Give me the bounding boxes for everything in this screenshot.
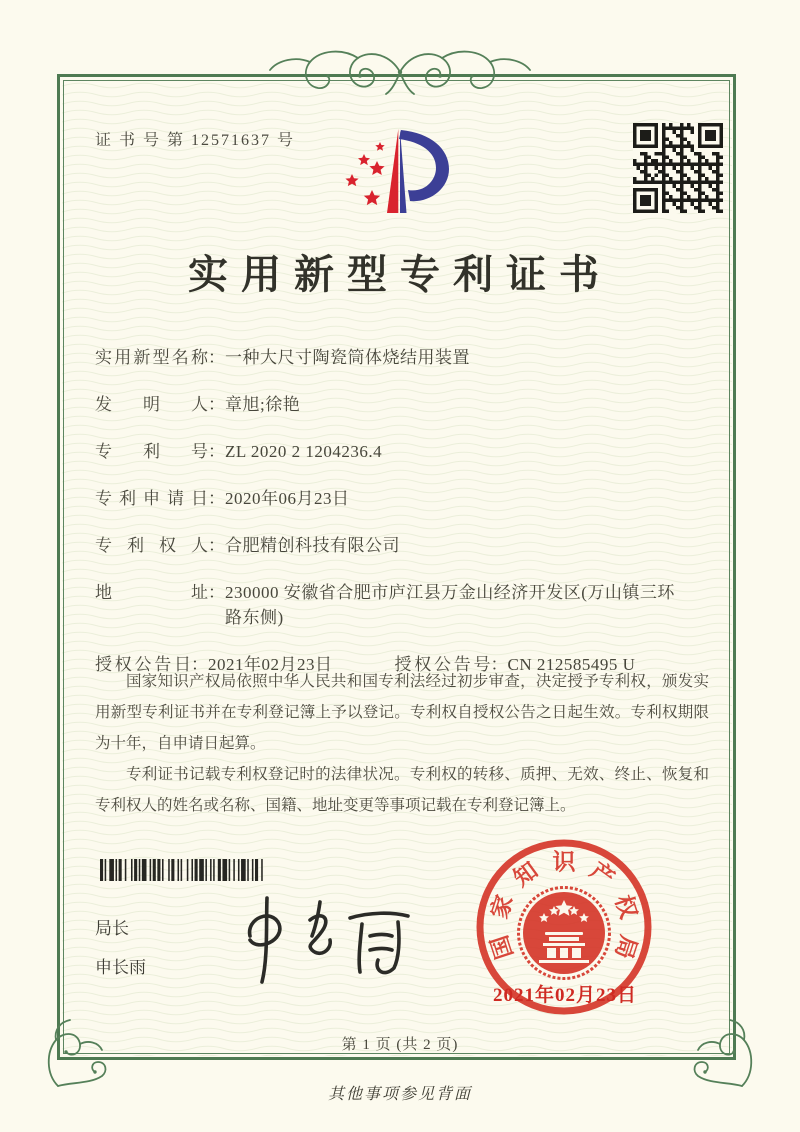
field-value: 合肥精创科技有限公司 — [225, 536, 400, 555]
commissioner-signature — [222, 886, 422, 990]
field-value: CN 212585495 U — [507, 655, 636, 674]
field-value: ZL 2020 2 1204236.4 — [225, 442, 383, 461]
field-list — [95, 345, 707, 677]
field-value: 2020年06月23日 — [225, 489, 350, 508]
field-row-address — [95, 580, 707, 630]
colon: ： — [208, 442, 225, 461]
field-value: 230000 安徽省合肥市庐江县万金山经济开发区(万山镇三环路东侧) — [225, 583, 675, 627]
legal-paragraph-1: 国家知识产权局依照中华人民共和国专利法经过初步审查，决定授予专利权，颁发实用新型专利证书并在专利登记簿上予以登记。专利权自授权公告之日起生效。专利权期限为十年，自申请日起算。 — [95, 673, 709, 752]
field-label: 发明人 — [95, 395, 208, 414]
field-label: 实用新型名称 — [95, 348, 208, 367]
field-value: 章旭;徐艳 — [225, 395, 301, 414]
field-value: 2021年02月23日 — [208, 655, 333, 674]
field-value: 一种大尺寸陶瓷筒体烧结用装置 — [225, 348, 470, 367]
colon: ： — [208, 583, 225, 602]
back-note: 其他事项参见背面 — [327, 1086, 472, 1103]
colon: ： — [191, 655, 208, 674]
field-label: 地址 — [95, 583, 208, 602]
field-label: 专利申请日 — [95, 489, 208, 508]
certificate-number: 证 书 号 第 12571637 号 — [95, 132, 296, 149]
qr-code — [633, 123, 723, 213]
legal-text — [95, 666, 709, 821]
barcode — [100, 859, 308, 881]
field-label: 专利权人 — [95, 536, 208, 555]
signer-block — [95, 914, 146, 978]
svg-text:知: 知 — [509, 857, 543, 892]
cnipa-logo-icon — [328, 116, 472, 226]
certificate-title: 实用新型专利证书 — [188, 252, 612, 297]
field-label: 专利号 — [95, 442, 208, 461]
signer-name: 申长雨 — [95, 958, 146, 977]
colon: ： — [208, 489, 225, 508]
colon: ： — [208, 348, 225, 367]
field-label: 授权公告号 — [394, 655, 491, 674]
colon: ： — [490, 655, 508, 674]
colon: ： — [208, 395, 225, 414]
field-row-name — [95, 345, 707, 370]
svg-text:权: 权 — [610, 892, 642, 922]
legal-paragraph-2: 专利证书记载专利权登记时的法律状况。专利权的转移、质押、无效、终止、恢复和专利权人的姓名或名称、国籍、地址变更等事项记载在专利登记簿上。 — [95, 766, 709, 814]
svg-text:识: 识 — [552, 849, 576, 875]
svg-text:国: 国 — [486, 932, 518, 962]
seal-date: 2021年02月23日 — [492, 985, 637, 1006]
field-row-filing-date — [95, 486, 707, 511]
svg-text:局: 局 — [610, 932, 642, 962]
field-row-patentee — [95, 533, 707, 558]
page-number: 第 1 页 (共 2 页) — [341, 1037, 459, 1053]
field-label: 授权公告日 — [95, 655, 191, 674]
svg-text:家: 家 — [486, 892, 518, 922]
field-row-patent-no — [95, 439, 707, 464]
field-row-inventor — [95, 392, 707, 417]
colon: ： — [208, 536, 225, 555]
signer-title: 局长 — [95, 919, 129, 938]
svg-text:产: 产 — [585, 857, 619, 892]
